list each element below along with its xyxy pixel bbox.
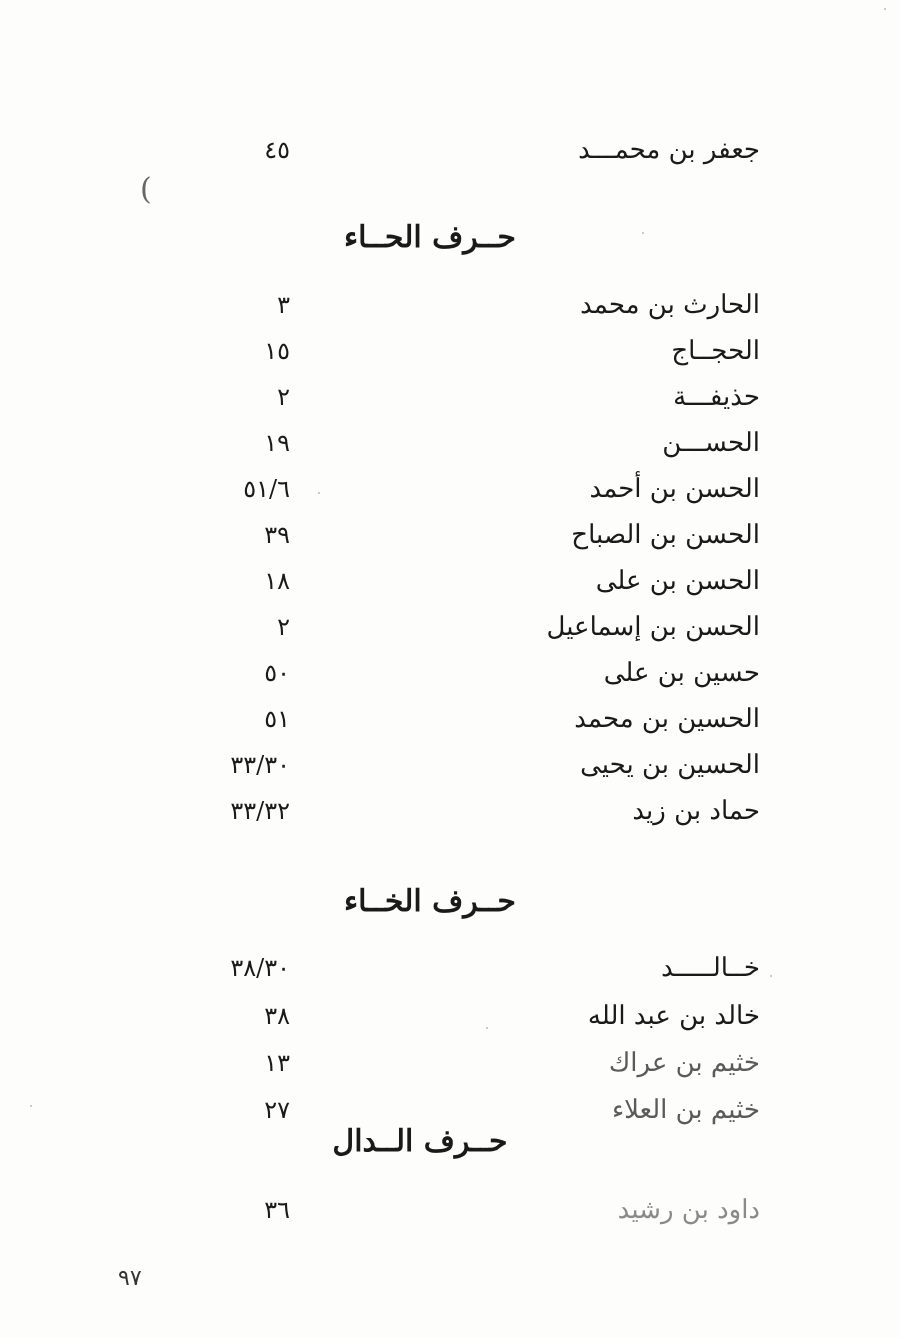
entry-name: الحسين بن يحيى — [580, 750, 760, 780]
scan-speck — [318, 492, 320, 494]
entry-name: خــالـــــد — [661, 953, 760, 983]
entry-page-ref: ١٥ — [264, 337, 290, 365]
index-entry — [180, 331, 760, 371]
entry-name: الحسن بن أحمد — [589, 474, 760, 504]
page-number: ٩٧ — [118, 1266, 142, 1291]
index-entry — [180, 996, 760, 1036]
scan-speck — [30, 1105, 32, 1107]
index-entry — [180, 377, 760, 417]
entry-page-ref: ٤٥ — [264, 136, 290, 164]
index-entry — [180, 130, 760, 170]
entry-name: خثيم بن عراك — [608, 1048, 760, 1078]
entry-name: الحسن بن الصباح — [571, 520, 760, 550]
index-entry — [180, 469, 760, 509]
index-entry — [180, 285, 760, 325]
margin-mark: ( — [140, 172, 152, 207]
index-entry — [180, 423, 760, 463]
entry-page-ref: ٣٨/٣٠ — [230, 954, 290, 982]
entry-page-ref: ٣ — [277, 291, 290, 319]
entry-page-ref: ١٩ — [264, 429, 290, 457]
entry-name: جعفر بن محمـــد — [578, 135, 760, 165]
entry-page-ref: ٥١/٦ — [243, 475, 290, 503]
entry-name: الحسين بن محمد — [574, 704, 760, 734]
index-entry — [180, 653, 760, 693]
index-entry — [180, 607, 760, 647]
entry-page-ref: ٣٣/٣٢ — [230, 797, 290, 825]
section-heading-khaa: حــرف الخــاء — [344, 884, 516, 919]
entry-name: خثيم بن العلاء — [611, 1095, 760, 1125]
entry-name: حذيفـــة — [673, 382, 760, 412]
index-entry — [180, 561, 760, 601]
entry-page-ref: ٣٩ — [264, 521, 290, 549]
index-entry — [180, 699, 760, 739]
entry-name: حماد بن زيد — [632, 796, 760, 826]
entry-page-ref: ٣٣/٣٠ — [230, 751, 290, 779]
entry-name: الحجــاج — [671, 336, 760, 366]
entry-page-ref: ٢٧ — [264, 1096, 290, 1124]
entry-page-ref: ٢ — [277, 383, 290, 411]
scan-speck — [486, 1027, 488, 1029]
entry-page-ref: ١٣ — [264, 1049, 290, 1077]
entry-name: داود بن رشيد — [617, 1195, 760, 1225]
entry-page-ref: ٢ — [277, 613, 290, 641]
entry-name: الحسن بن على — [595, 566, 760, 596]
entry-name: الحارث بن محمد — [580, 290, 760, 320]
entry-name: خالد بن عبد الله — [587, 1001, 760, 1031]
scan-speck — [884, 8, 886, 10]
index-entry — [180, 515, 760, 555]
entry-page-ref: ٣٦ — [264, 1196, 290, 1224]
index-entry — [180, 1043, 760, 1083]
entry-name: حسين بن على — [603, 658, 760, 688]
section-heading-haa: حــرف الحــاء — [344, 220, 516, 255]
entry-page-ref: ٥١ — [264, 705, 290, 733]
entry-name: الحسن بن إسماعيل — [546, 612, 760, 642]
entry-page-ref: ٥٠ — [264, 659, 290, 687]
entry-name: الحســـن — [662, 428, 760, 458]
index-entry — [180, 745, 760, 785]
scan-speck — [642, 232, 644, 234]
scan-speck — [770, 975, 772, 977]
section-heading-dal: حــرف الــدال — [332, 1124, 508, 1159]
entry-page-ref: ٣٨ — [264, 1002, 290, 1030]
index-entry — [180, 791, 760, 831]
index-entry — [180, 1190, 760, 1230]
index-entry — [180, 948, 760, 988]
entry-page-ref: ١٨ — [264, 567, 290, 595]
